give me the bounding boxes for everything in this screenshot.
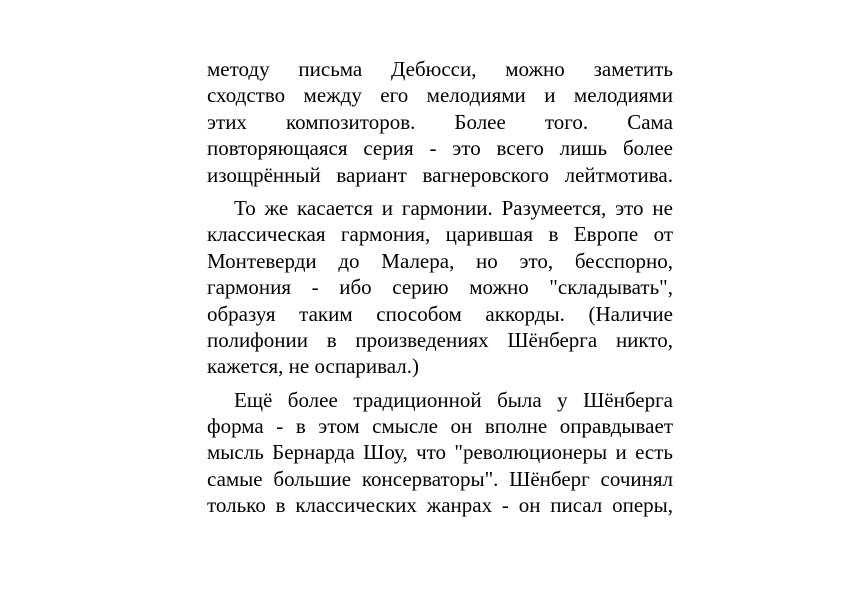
text-line: форма - в этом смысле он вполне оправдывает	[207, 414, 673, 439]
text-line: Ещё более традиционной была у Шёнберга	[234, 387, 673, 412]
text-line: гармония - ибо серию можно "складывать",	[207, 275, 673, 300]
text-line: мысль Бернарда Шоу, что "революционеры и есть	[207, 440, 673, 465]
text-line: То же касается и гармонии. Разумеется, это не	[234, 195, 673, 220]
text-line: классическая гармония, царившая в Европе от	[207, 222, 673, 247]
paragraph-2	[207, 195, 673, 380]
text-line: самые большие консерваторы". Шёнберг сочинял	[207, 466, 673, 491]
text-line: образуя таким способом аккорды. (Наличие	[207, 301, 673, 326]
text-line: изощрённый вариант вагнеровского лейтмотива.	[207, 162, 673, 187]
text-line: только в классических жанрах - он писал оперы,	[207, 493, 673, 518]
paragraph-1	[207, 56, 673, 188]
text-line: сходство между его мелодиями и мелодиями	[207, 83, 673, 108]
text-line: кажется, не оспаривал.)	[207, 354, 419, 379]
text-line: Монтеверди до Малера, но это, бесспорно,	[207, 248, 673, 273]
text-line: этих композиторов. Более того. Сама	[207, 109, 673, 134]
text-column	[207, 56, 673, 519]
text-line: полифонии в произведениях Шёнберга никто,	[207, 327, 673, 352]
paragraph-3	[207, 387, 673, 519]
text-line: повторяющаяся серия - это всего лишь более	[207, 136, 673, 161]
text-line: методу письма Дебюсси, можно заметить	[207, 57, 673, 81]
